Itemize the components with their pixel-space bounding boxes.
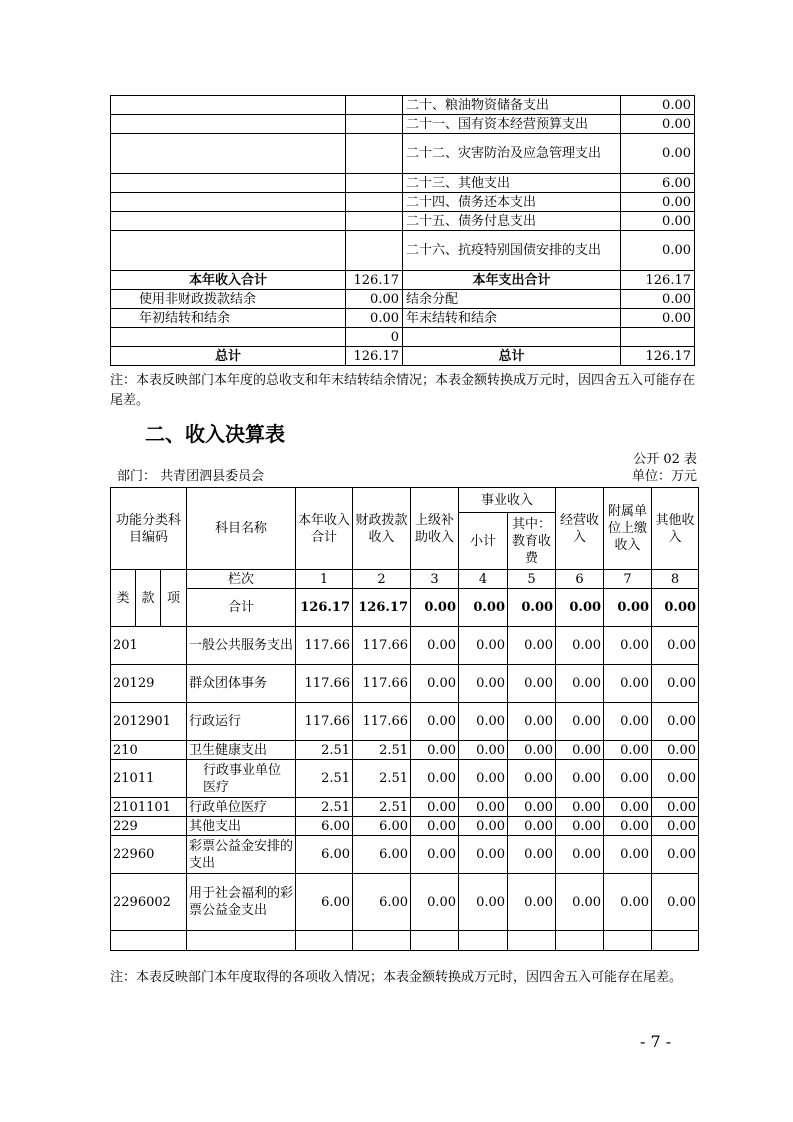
income-total-label: 本年收入合计 <box>111 271 346 290</box>
row-value: 0.00 <box>346 309 403 328</box>
cell-value: 0.00 <box>411 627 459 665</box>
superior-header: 上级补助收入 <box>411 488 459 570</box>
expense-item: 二十、粮油物资储备支出 <box>403 96 621 115</box>
cell-value: 0.00 <box>508 627 556 665</box>
table-row <box>111 96 695 115</box>
table-row <box>111 665 699 703</box>
expense-amount: 6.00 <box>621 174 695 193</box>
expense-amount: 0.00 <box>621 231 695 271</box>
cell-value: 0.00 <box>556 589 604 627</box>
column-number-row <box>111 570 699 589</box>
cell-value: 0.00 <box>556 836 604 874</box>
cell-value: 0.00 <box>508 665 556 703</box>
function-code: 229 <box>111 817 187 836</box>
table-row <box>111 174 695 193</box>
grand-total-label: 总计 <box>403 347 621 366</box>
table-row <box>111 836 699 874</box>
total-label: 合计 <box>187 589 296 627</box>
education-fee-header: 其中：教育收费 <box>508 513 556 570</box>
cell-value: 0.00 <box>556 665 604 703</box>
cell-value: 0.00 <box>556 798 604 817</box>
cell-value: 0.00 <box>604 589 652 627</box>
table1-note: 注：本表反映部门本年度的总收支和年末结转结余情况；本表金额转换成万元时，因四舍五入可能存在尾差。 <box>110 373 696 408</box>
cell-value: 0.00 <box>508 589 556 627</box>
cell-value: 0.00 <box>652 665 699 703</box>
column-number: 1 <box>296 570 353 589</box>
cell-value: 6.00 <box>353 836 411 874</box>
cell-value: 0.00 <box>652 589 699 627</box>
table-row <box>111 760 699 798</box>
subject-name: 行政单位医疗 <box>187 798 296 817</box>
table-row <box>111 290 695 309</box>
cell-value: 0.00 <box>556 874 604 931</box>
cell-value: 0.00 <box>556 760 604 798</box>
function-code: 21011 <box>111 760 187 798</box>
cell-value: 0.00 <box>459 760 508 798</box>
cell-value: 0.00 <box>556 627 604 665</box>
table-row <box>111 627 699 665</box>
function-code: 20129 <box>111 665 187 703</box>
function-code: 2012901 <box>111 703 187 741</box>
cell-value: 117.66 <box>296 665 353 703</box>
cell-value: 0.00 <box>604 836 652 874</box>
table-row <box>111 231 695 271</box>
column-number: 2 <box>353 570 411 589</box>
xiang-header: 项 <box>161 570 187 627</box>
cell-value: 0.00 <box>604 874 652 931</box>
function-code: 210 <box>111 741 187 760</box>
cell-value: 0.00 <box>459 798 508 817</box>
cell-value: 6.00 <box>296 874 353 931</box>
table-row <box>111 874 699 931</box>
cell-value: 0.00 <box>459 741 508 760</box>
cell-value: 6.00 <box>353 817 411 836</box>
header-row <box>111 488 699 513</box>
subject-name: 用于社会福利的彩票公益金支出 <box>187 874 296 931</box>
cell-value: 117.66 <box>353 627 411 665</box>
function-code: 201 <box>111 627 187 665</box>
column-number: 6 <box>556 570 604 589</box>
cell-value: 0.00 <box>652 760 699 798</box>
table-row <box>111 703 699 741</box>
current-income-header: 本年收入合计 <box>296 488 353 570</box>
expense-total-label: 本年支出合计 <box>403 271 621 290</box>
row-value: 0.00 <box>346 290 403 309</box>
cell-value: 0.00 <box>411 817 459 836</box>
row-label: 年初结转和结余 <box>111 309 346 328</box>
cell-value: 117.66 <box>296 703 353 741</box>
expense-item: 二十二、灾害防治及应急管理支出 <box>403 134 621 174</box>
cell-value: 2.51 <box>296 760 353 798</box>
cell-value: 6.00 <box>353 874 411 931</box>
subject-name: 行政运行 <box>187 703 296 741</box>
cell-value: 0.00 <box>652 817 699 836</box>
column-number: 4 <box>459 570 508 589</box>
table-row <box>111 931 699 951</box>
income-final-accounts-table <box>110 487 699 951</box>
subject-name-header: 科目名称 <box>187 488 296 570</box>
row-label: 年末结转和结余 <box>403 309 621 328</box>
row-label: 结余分配 <box>403 290 621 309</box>
table-row <box>111 328 695 347</box>
cell-value: 0.00 <box>604 798 652 817</box>
cell-value: 0.00 <box>652 627 699 665</box>
cell-value: 117.66 <box>353 703 411 741</box>
cell-value: 2.51 <box>296 741 353 760</box>
other-income-header: 其他收入 <box>652 488 699 570</box>
cell-value: 0.00 <box>411 760 459 798</box>
cell-value: 0.00 <box>556 703 604 741</box>
page-number: - 7 - <box>640 1032 672 1051</box>
expense-amount: 0.00 <box>621 212 695 231</box>
cell-value: 6.00 <box>296 836 353 874</box>
column-number: 3 <box>411 570 459 589</box>
cell-value: 2.51 <box>296 798 353 817</box>
cell-value: 0.00 <box>459 627 508 665</box>
table-row <box>111 271 695 290</box>
subject-name: 其他支出 <box>187 817 296 836</box>
table-row <box>111 193 695 212</box>
kuan-header: 款 <box>136 570 161 627</box>
cell-value: 0.00 <box>604 665 652 703</box>
grand-total-label: 总计 <box>111 347 346 366</box>
cell-value: 0.00 <box>459 817 508 836</box>
cell-value: 0.00 <box>556 817 604 836</box>
subject-name: 彩票公益金安排的支出 <box>187 836 296 874</box>
subject-name: 卫生健康支出 <box>187 741 296 760</box>
cell-value: 0.00 <box>459 589 508 627</box>
cell-value: 0.00 <box>652 741 699 760</box>
grand-total-value: 126.17 <box>621 347 695 366</box>
column-number: 7 <box>604 570 652 589</box>
row-value: 0 <box>346 328 403 347</box>
expense-amount: 0.00 <box>621 193 695 212</box>
expense-amount: 0.00 <box>621 96 695 115</box>
cell-value: 0.00 <box>459 703 508 741</box>
income-total-value: 126.17 <box>346 271 403 290</box>
expense-total-value: 126.17 <box>621 271 695 290</box>
table-row <box>111 134 695 174</box>
expense-item: 二十六、抗疫特别国债安排的支出 <box>403 231 621 271</box>
subject-name: 群众团体事务 <box>187 665 296 703</box>
row-value: 0.00 <box>621 309 695 328</box>
cell-value: 0.00 <box>508 798 556 817</box>
cell-value: 0.00 <box>508 741 556 760</box>
table-row <box>111 817 699 836</box>
income-expense-summary-table <box>110 95 695 366</box>
expense-item: 二十一、国有资本经营预算支出 <box>403 115 621 134</box>
operating-header: 经营收入 <box>556 488 604 570</box>
cell-value: 2.51 <box>353 741 411 760</box>
cell-value: 0.00 <box>411 665 459 703</box>
cell-value: 0.00 <box>556 741 604 760</box>
lei-header: 类 <box>111 570 136 627</box>
table-row <box>111 309 695 328</box>
total-row <box>111 589 699 627</box>
cell-value: 0.00 <box>604 741 652 760</box>
cell-value: 0.00 <box>652 798 699 817</box>
fiscal-header: 财政拨款收入 <box>353 488 411 570</box>
cell-value: 0.00 <box>508 836 556 874</box>
cell-value: 0.00 <box>508 703 556 741</box>
cell-value: 117.66 <box>353 665 411 703</box>
cell-value: 117.66 <box>296 627 353 665</box>
cell-value: 0.00 <box>411 874 459 931</box>
cell-value: 0.00 <box>604 627 652 665</box>
cell-value: 126.17 <box>296 589 353 627</box>
column-number: 8 <box>652 570 699 589</box>
function-code: 2101101 <box>111 798 187 817</box>
expense-amount: 0.00 <box>621 115 695 134</box>
subject-name: 一般公共服务支出 <box>187 627 296 665</box>
section-title: 二、收入决算表 <box>145 422 285 446</box>
cell-value: 2.51 <box>353 760 411 798</box>
expense-item: 二十五、债务付息支出 <box>403 212 621 231</box>
cell-value: 126.17 <box>353 589 411 627</box>
cell-value: 0.00 <box>508 874 556 931</box>
table-row <box>111 741 699 760</box>
grand-total-value: 126.17 <box>346 347 403 366</box>
cell-value: 0.00 <box>411 703 459 741</box>
cell-value: 0.00 <box>652 836 699 874</box>
function-code: 2296002 <box>111 874 187 931</box>
cell-value: 0.00 <box>459 874 508 931</box>
unit-label: 单位：万元 <box>631 469 697 484</box>
cell-value: 0.00 <box>411 741 459 760</box>
cell-value: 0.00 <box>508 817 556 836</box>
cell-value: 0.00 <box>604 703 652 741</box>
table-row <box>111 798 699 817</box>
table-body <box>111 627 699 931</box>
cell-value: 0.00 <box>604 817 652 836</box>
cell-value: 0.00 <box>652 874 699 931</box>
row-label: 使用非财政拨款结余 <box>111 290 346 309</box>
cell-value: 2.51 <box>353 798 411 817</box>
cell-value: 0.00 <box>652 703 699 741</box>
cell-value: 0.00 <box>459 836 508 874</box>
expense-item: 二十四、债务还本支出 <box>403 193 621 212</box>
cell-value: 6.00 <box>296 817 353 836</box>
department-label: 部门： 共青团泗县委员会 <box>117 469 265 484</box>
cell-value: 0.00 <box>604 760 652 798</box>
function-code: 22960 <box>111 836 187 874</box>
subtotal-header: 小计 <box>459 513 508 570</box>
expense-item: 二十三、其他支出 <box>403 174 621 193</box>
row-value: 0.00 <box>621 290 695 309</box>
table-row <box>111 347 695 366</box>
cell-value: 0.00 <box>411 836 459 874</box>
table2-note: 注：本表反映部门本年度取得的各项收入情况；本表金额转换成万元时，因四舍五入可能存在尾差。 <box>110 970 683 985</box>
func-code-header: 功能分类科目编码 <box>111 488 187 570</box>
lanci-header: 栏次 <box>187 570 296 589</box>
career-income-header: 事业收入 <box>459 488 556 513</box>
affiliated-header: 附属单位上缴收入 <box>604 488 652 570</box>
table-row <box>111 212 695 231</box>
expense-amount: 0.00 <box>621 134 695 174</box>
subject-name: 行政事业单位医疗 <box>187 760 296 798</box>
form-number: 公开 02 表 <box>633 452 697 467</box>
cell-value: 0.00 <box>508 760 556 798</box>
table-row <box>111 115 695 134</box>
cell-value: 0.00 <box>411 589 459 627</box>
column-number: 5 <box>508 570 556 589</box>
cell-value: 0.00 <box>459 665 508 703</box>
cell-value: 0.00 <box>411 798 459 817</box>
